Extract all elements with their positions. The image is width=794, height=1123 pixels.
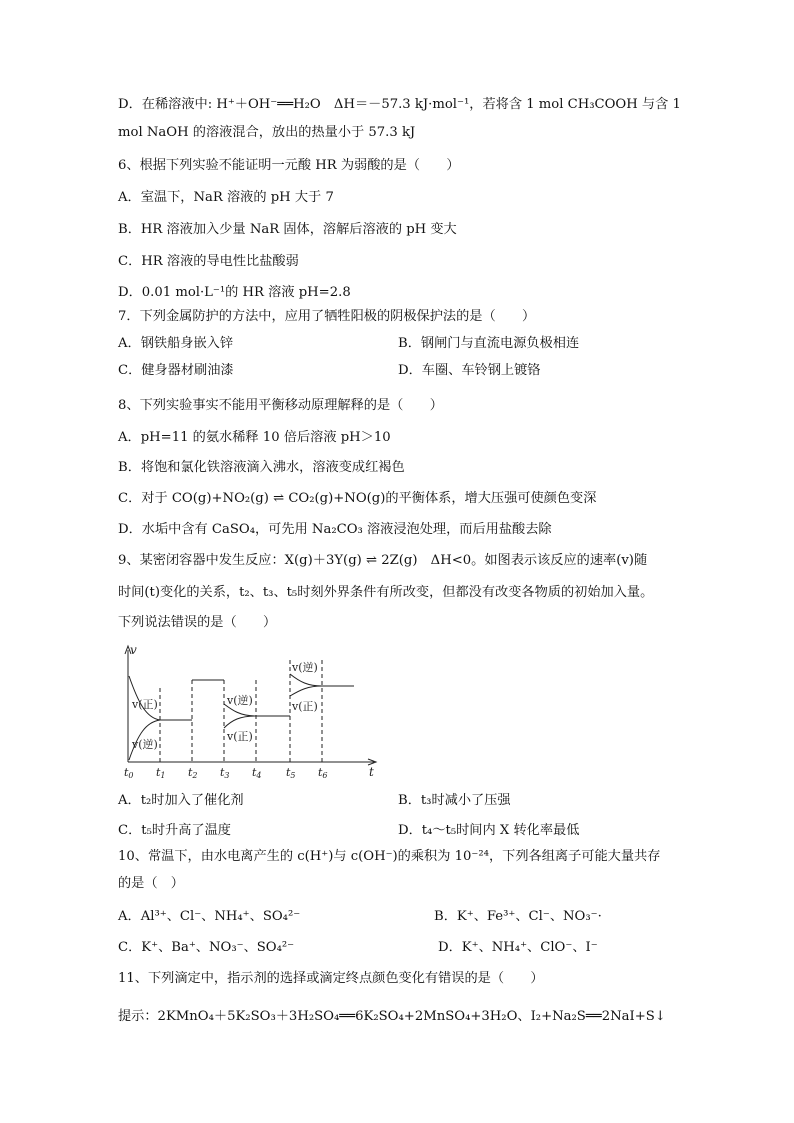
rate-time-figure	[116, 640, 386, 780]
q9-stem-line2: 时间(t)变化的关系，t₂、t₃、t₅时刻外界条件有所改变，但都没有改变各物质的初始加入量。	[118, 585, 654, 600]
q7-option-c: C．健身器材刷油漆	[118, 363, 234, 378]
q10-stem-line1: 10、常温下，由水电离产生的 c(H⁺)与 c(OH⁻)的乘积为 10⁻²⁴，下列各组离子可能大量共存	[118, 849, 661, 864]
q7-option-a: A．钢铁船身嵌入锌	[118, 336, 234, 351]
q6-option-c: C．HR 溶液的导电性比盐酸弱	[118, 254, 299, 269]
q8-option-a: A．pH=11 的氨水稀释 10 倍后溶液 pH＞10	[118, 430, 391, 445]
q8-stem: 8、下列实验事实不能用平衡移动原理解释的是（ ）	[118, 398, 443, 413]
q11-stem: 11、下列滴定中，指示剂的选择或滴定终点颜色变化有错误的是（ ）	[118, 971, 544, 986]
label-reverse-3: v(逆)	[227, 694, 253, 707]
q10-option-a: A．Al³⁺、Cl⁻、NH₄⁺、SO₄²⁻	[118, 909, 301, 924]
label-reverse-1: v(逆)	[132, 738, 158, 751]
tick-t3: t3	[220, 766, 230, 780]
q8-option-b: B．将饱和氯化铁溶液滴入沸水，溶液变成红褐色	[118, 460, 405, 475]
q9-stem-line3: 下列说法错误的是（ ）	[118, 615, 277, 630]
q7-option-b: B．钢闸门与直流电源负极相连	[398, 336, 580, 351]
x-axis-label: t	[369, 765, 374, 779]
q8-option-d: D．水垢中含有 CaSO₄，可先用 Na₂CO₃ 溶液浸泡处理，而后用盐酸去除	[118, 522, 552, 537]
q10-option-d: D．K⁺、NH₄⁺、ClO⁻、I⁻	[438, 940, 598, 955]
q8-option-c: C．对于 CO(g)+NO₂(g) ⇌ CO₂(g)+NO(g)的平衡体系，增大压强可使颜色变深	[118, 491, 597, 506]
tick-t6: t6	[318, 766, 328, 780]
q10-stem-line2: 的是（ ）	[118, 876, 184, 891]
tick-t2: t2	[188, 766, 198, 780]
q11-hint: 提示：2KMnO₄＋5K₂SO₃＋3H₂SO₄══6K₂SO₄+2MnSO₄+3H₂O、I₂+Na₂S══2NaI+S↓	[118, 1009, 666, 1024]
y-axis-label: v	[130, 643, 137, 657]
tick-t0: t0	[124, 766, 134, 780]
q5-option-d-line2: mol NaOH 的溶液混合，放出的热量小于 57.3 kJ	[118, 125, 416, 140]
q9-option-a: A．t₂时加入了催化剂	[118, 793, 244, 808]
q9-option-b: B．t₃时减小了压强	[398, 793, 511, 808]
q9-option-d: D．t₄～t₅时间内 X 转化率最低	[398, 823, 580, 838]
q9-stem-line1: 9、某密闭容器中发生反应：X(g)＋3Y(g) ⇌ 2Z(g) ΔH<0。如图表示该反应的速率(v)随	[118, 553, 648, 568]
q5-option-d-line1: D．在稀溶液中: H⁺＋OH⁻══H₂O ΔH＝－57.3 kJ·mol⁻¹，若将含 1 mol CH₃COOH 与含 1	[118, 97, 681, 112]
tick-t1: t1	[156, 766, 166, 780]
label-forward-5: v(正)	[292, 700, 318, 713]
tick-t5: t5	[286, 766, 296, 780]
q6-stem: 6、根据下列实验不能证明一元酸 HR 为弱酸的是（ ）	[118, 158, 460, 173]
q10-option-c: C．K⁺、Ba⁺、NO₃⁻、SO₄²⁻	[118, 940, 295, 955]
q6-option-d: D．0.01 mol·L⁻¹的 HR 溶液 pH=2.8	[118, 285, 351, 300]
tick-t4: t4	[252, 766, 262, 780]
q6-option-a: A．室温下，NaR 溶液的 pH 大于 7	[118, 190, 334, 205]
label-reverse-5: v(逆)	[292, 661, 318, 674]
q10-option-b: B．K⁺、Fe³⁺、Cl⁻、NO₃⁻·	[434, 909, 602, 924]
q6-option-b: B．HR 溶液加入少量 NaR 固体，溶解后溶液的 pH 变大	[118, 222, 457, 237]
label-forward-1: v(正)	[132, 698, 158, 711]
q7-option-d: D．车圈、车铃钢上镀铬	[398, 363, 541, 378]
q7-stem: 7．下列金属防护的方法中，应用了牺牲阳极的阴极保护法的是（ ）	[118, 309, 536, 324]
q9-option-c: C．t₅时升高了温度	[118, 823, 231, 838]
label-forward-3: v(正)	[227, 730, 253, 743]
